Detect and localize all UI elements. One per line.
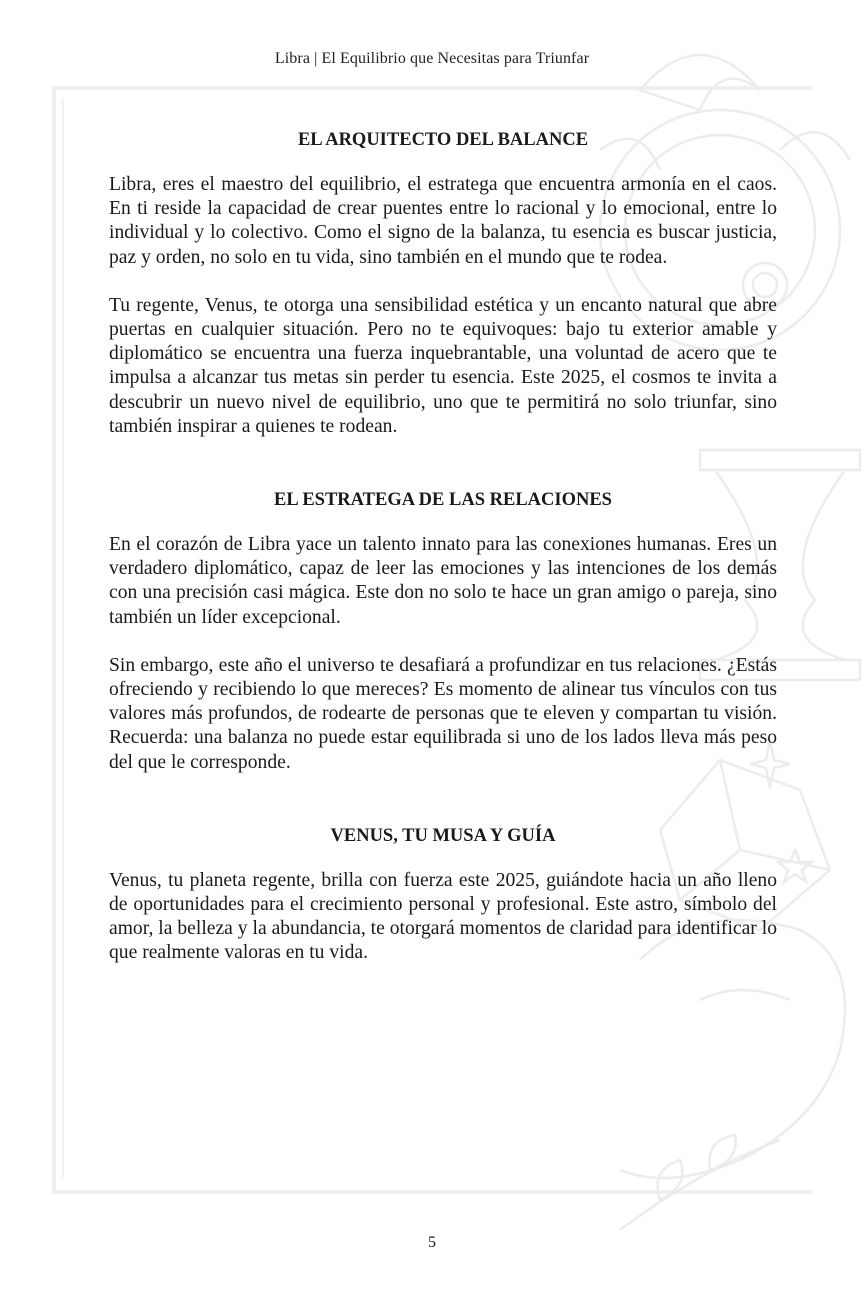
paragraph-estratega-1: En el corazón de Libra yace un talento innato para las conexiones humanas. Eres un verdadero diplomático, capaz de leer las emociones y las intenciones de los demás con una precisión casi mágica. Este don no solo te hace un gran amigo o pareja, sino también un líder excepcional. [109,534,777,628]
section-title-venus: VENUS, TU MUSA Y GUÍA [330,825,556,846]
star-icon [778,850,812,882]
paragraph-estratega-2: Sin embargo, este año el universo te desafiará a profundizar en tus relaciones. ¿Estás ofreciendo y recibiendo lo que mereces? Es momento de alinear tus vínculos con tus valores más profundos, de rodearte de personas que te eleven y compartan tu visión. Recuerda: una balanza no puede estar equilibrada si uno de los lados lleva más peso del que le corresponde. [109,654,777,773]
paragraph-venus-1: Venus, tu planeta regente, brilla con fuerza este 2025, guiándote hacia un año lleno de oportunidades para el crecimiento personal y profesional. Este astro, símbolo del amor, la belleza y la abundancia, te otorgará momentos de claridad para identificar lo que realmente valoras en tu vida. [109,869,777,964]
running-header: Libra | El Equilibrio que Necesitas para Triunfar [274,50,590,67]
section-title-estratega: EL ESTRATEGA DE LAS RELACIONES [274,490,612,511]
page-content [109,126,777,966]
leaf-branch-icon [620,1140,780,1230]
page-frame-inner-line [62,98,76,1178]
paragraph-arquitecto-2: Tu regente, Venus, te otorga una sensibilidad estética y un encanto natural que abre puertas en cualquier situación. Pero no te equivoques: bajo tu exterior amable y diplomático se encuentra una fuerza inquebrantable, una voluntad de acero que te impulsa a alcanzar tus metas sin perder tu esencia. Este 2025, el cosmos te invita a descubrir un nuevo nivel de equilibrio, uno que te permitirá no solo triunfar, sino también inspirar a quienes te rodean. [109,294,777,437]
section-title-arquitecto: EL ARQUITECTO DEL BALANCE [297,130,589,150]
paragraph-arquitecto-1: Libra, eres el maestro del equilibrio, el estratega que encuentra armonía en el caos. En ti reside la capacidad de crear puentes entre lo racional y lo emocional, entre lo individual y lo colectivo. Como el signo de la balanza, tu esencia es buscar justicia, paz y orden, no solo en tu vida, sino también en el mundo que te rodea. [109,174,777,268]
page-number: 5 [428,1234,436,1251]
